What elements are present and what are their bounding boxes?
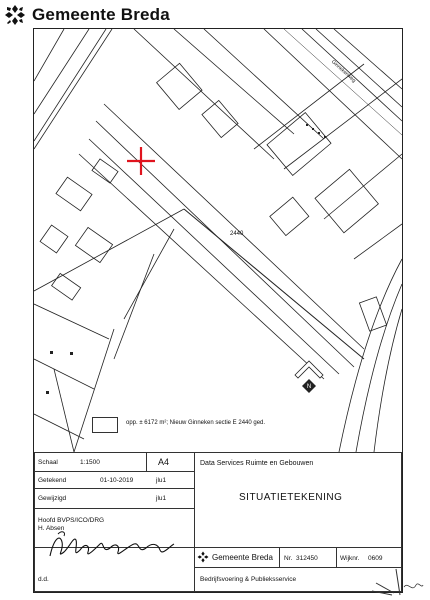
- sheet-size: A4: [158, 457, 170, 467]
- red-cross-marker-icon: [126, 146, 156, 176]
- handwritten-signature: [44, 528, 179, 564]
- drawn-label: Getekend: [38, 477, 67, 484]
- changed-label: Gewijzigd: [38, 495, 67, 502]
- north-arrow-icon: [289, 349, 329, 399]
- svg-text:N: N: [306, 384, 312, 390]
- number-value: 312450: [296, 555, 318, 562]
- title-block: [34, 452, 402, 592]
- scale-value: 1:1500: [80, 459, 100, 466]
- cadastral-map: [34, 29, 402, 452]
- area-legend: opp. ± 6172 m²; Nieuw Ginneken sectie E 2440 ged.: [126, 420, 266, 426]
- drawing-title: SITUATIETEKENING: [239, 492, 343, 503]
- wijknr-value: 0609: [368, 555, 383, 562]
- number-label: Nr.: [284, 555, 293, 562]
- scan-corner-mark: [370, 565, 425, 597]
- changed-by: jlu1: [156, 495, 167, 502]
- street-label: Ginnekenweg: [329, 59, 357, 84]
- department: Data Services Ruimte en Gebouwen: [200, 460, 314, 467]
- unit-name: Bedrijfsvoering & Publieksservice: [200, 576, 297, 583]
- wijknr-label: Wijknr.: [340, 555, 360, 562]
- drawn-by: jlu1: [156, 477, 167, 484]
- brand-name: Gemeente Breda: [32, 5, 170, 24]
- parcel-number-label: 2440: [230, 231, 244, 237]
- breda-logo-small-icon: [197, 551, 209, 563]
- signatory-name: H. Absen: [38, 525, 65, 532]
- brand-name-small: Gemeente Breda: [212, 553, 273, 562]
- drawn-date: 01-10-2019: [100, 477, 134, 484]
- breda-logo-icon: [4, 4, 26, 26]
- legend-swatch: [92, 417, 118, 433]
- scale-label: Schaal: [38, 459, 58, 466]
- signatory-role: Hoofd BVPS/ICO/DRG: [38, 517, 105, 524]
- map-drawing: [34, 29, 402, 452]
- dd-label: d.d.: [38, 576, 49, 583]
